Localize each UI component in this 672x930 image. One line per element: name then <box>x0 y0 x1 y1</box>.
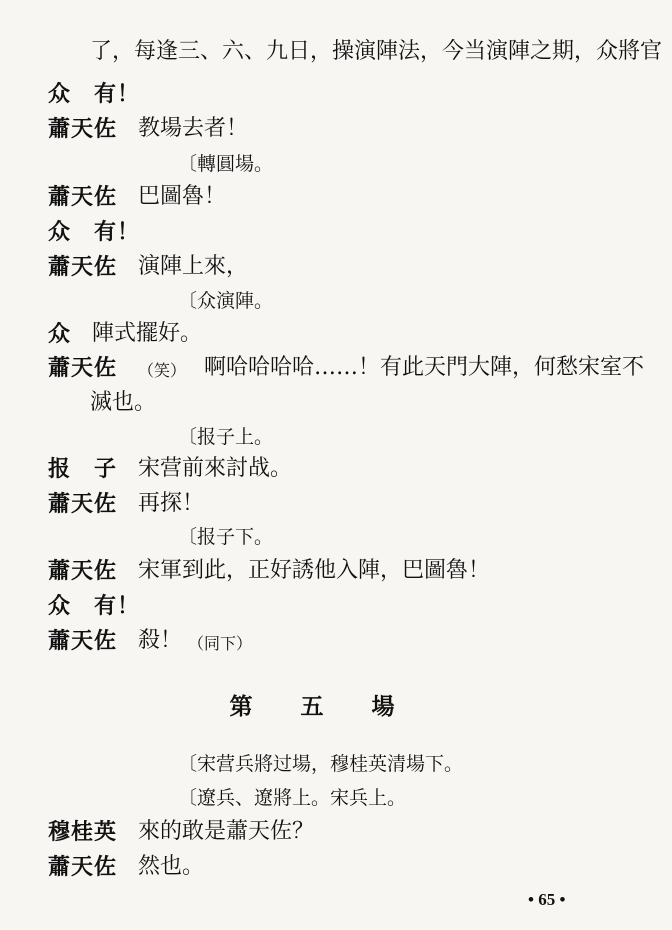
aside-note: （同下） <box>188 634 253 653</box>
speech: 陣式擺好。 <box>92 321 203 346</box>
speaker: 蕭天佐 <box>48 184 118 210</box>
stage-text: 〔众演陣。 <box>178 290 274 312</box>
stage-text: 〔遼兵、遼將上。宋兵上。 <box>178 787 407 809</box>
speaker: 众 有！ <box>48 81 141 107</box>
speaker: 蕭天佐 <box>48 355 118 381</box>
aside-note: （笑） <box>138 361 187 380</box>
speech: 來的敢是蕭天佐？ <box>138 819 315 844</box>
stage-text: 〔报子上。 <box>178 426 274 448</box>
dialogue-continuation: 滅也。 <box>90 390 157 415</box>
speech: 巴圖魯！ <box>138 184 227 209</box>
speech: 殺！ <box>138 628 183 653</box>
speaker: 蕭天佐 <box>48 558 118 584</box>
speaker: 报 子 <box>48 456 118 482</box>
scene-heading: 第五場 <box>229 694 443 720</box>
dialogue-continuation: 了，每逢三、六、九日，操演陣法，今当演陣之期，众將官 <box>90 39 663 64</box>
page-number: • 65 • <box>528 890 566 909</box>
speech: 啊哈哈哈哈……！有此天門大陣，何愁宋室不 <box>204 355 645 380</box>
stage-text: 〔轉圓場。 <box>178 153 274 175</box>
stage-text: 〔宋营兵將过場，穆桂英清場下。 <box>178 753 464 775</box>
speaker: 众 有！ <box>48 593 141 619</box>
speech: 教場去者！ <box>138 116 249 141</box>
speaker: 蕭天佐 <box>48 491 118 517</box>
speaker: 蕭天佐 <box>48 628 118 654</box>
speaker: 穆桂英 <box>48 819 118 845</box>
speech: 演陣上來， <box>138 254 249 279</box>
speech: 再探！ <box>138 491 205 516</box>
speaker: 众 有！ <box>48 219 141 245</box>
speech: 然也。 <box>138 854 205 879</box>
speaker: 众 <box>48 321 72 347</box>
speech: 宋軍到此，正好誘他入陣，巴圖魯！ <box>138 558 491 583</box>
speech: 宋营前來討战。 <box>138 456 293 481</box>
speaker: 蕭天佐 <box>48 854 118 880</box>
stage-text: 〔报子下。 <box>178 526 274 548</box>
speaker: 蕭天佐 <box>48 254 118 280</box>
speaker: 蕭天佐 <box>48 116 118 142</box>
